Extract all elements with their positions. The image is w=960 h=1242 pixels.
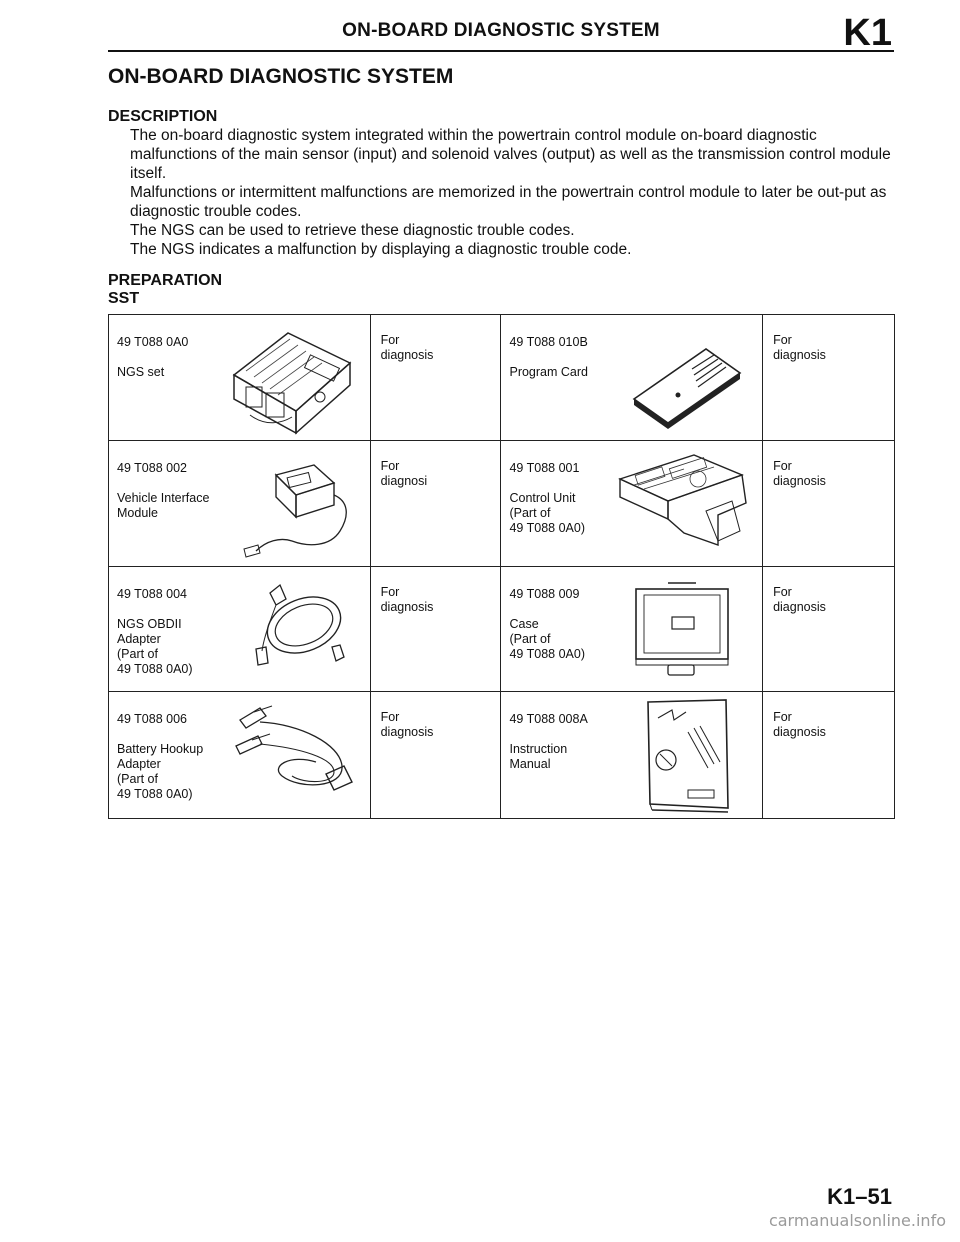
tool-name: 49 T088 0A0)	[117, 787, 193, 801]
tool-number: 49 T088 004	[117, 587, 187, 601]
tool-name: Module	[117, 506, 158, 520]
preparation-heading	[108, 272, 222, 308]
tool-use-cell	[370, 441, 501, 567]
use-label: For	[773, 333, 792, 347]
tool-use-cell	[370, 567, 501, 692]
page-header	[108, 14, 894, 52]
tool-name: Vehicle Interface	[117, 491, 210, 505]
tool-number: 49 T088 002	[117, 461, 187, 475]
use-label: For	[380, 710, 400, 724]
tool-name: 49 T088 0A0)	[509, 521, 586, 535]
interface-module-icon	[236, 455, 356, 559]
use-label: diagnosis	[380, 725, 434, 739]
tool-name: (Part of	[509, 506, 551, 520]
table-row	[109, 315, 895, 441]
sst-subheading: SST	[108, 290, 140, 307]
header-title: ON-BOARD DIAGNOSTIC SYSTEM	[342, 20, 660, 41]
tool-name: Manual	[509, 757, 551, 771]
tool-use-cell	[763, 567, 895, 692]
tool-name: (Part of	[117, 647, 158, 661]
tool-name: 49 T088 0A0)	[117, 662, 193, 676]
tool-use-cell	[763, 441, 895, 567]
table-row	[109, 441, 895, 567]
tool-cell	[109, 692, 371, 819]
use-label: diagnosi	[380, 474, 428, 488]
obd-adapter-cable-icon	[240, 577, 350, 683]
use-label: diagnosis	[773, 348, 826, 362]
table-row	[109, 567, 895, 692]
tool-name: Case	[509, 617, 539, 631]
tool-use-cell	[370, 315, 501, 441]
control-unit-icon	[614, 449, 754, 557]
use-label: diagnosis	[773, 474, 826, 488]
description-paragraph: The NGS indicates a malfunction by displaying a diagnostic trouble code.	[130, 241, 632, 258]
tool-name: Adapter	[117, 632, 161, 646]
tool-name: Battery Hookup	[117, 742, 204, 756]
use-label: diagnosis	[773, 725, 826, 739]
tool-cell	[501, 441, 763, 567]
description-paragraph: The on-board diagnostic system integrated within the powertrain control module on-board diagnostic malfunctions of the main sensor (input) and solenoid valves (output) as well as the transmission control module itself.	[130, 127, 891, 182]
tool-number: 49 T088 009	[509, 587, 580, 601]
tool-name: NGS OBDII	[117, 617, 182, 631]
tool-name: 49 T088 0A0)	[509, 647, 586, 661]
description-heading: DESCRIPTION	[108, 108, 218, 125]
use-label: For	[773, 710, 792, 724]
use-label: For	[773, 585, 792, 599]
use-label: For	[380, 585, 400, 599]
battery-clamp-cable-icon	[230, 704, 360, 808]
table-row	[109, 692, 895, 819]
description-body	[130, 126, 900, 259]
tool-name: Adapter	[117, 757, 161, 771]
tool-name: NGS set	[117, 365, 165, 379]
sst-table	[108, 314, 895, 819]
tool-number: 49 T088 001	[509, 461, 580, 475]
use-label: For	[380, 333, 400, 347]
watermark: carmanualsonline.info	[768, 1211, 946, 1230]
tool-number: 49 T088 006	[117, 712, 187, 726]
program-card-icon	[628, 329, 748, 439]
description-paragraph: Malfunctions or intermittent malfunctions are memorized in the powertrain control module to later be out-put as diagnostic trouble codes.	[130, 184, 887, 220]
tool-cell	[501, 567, 763, 692]
ngs-set-case-icon	[226, 323, 356, 441]
tool-name: Program Card	[509, 365, 588, 379]
use-label: For	[773, 459, 792, 473]
tool-number: 49 T088 0A0	[117, 335, 189, 349]
preparation-title: PREPARATION	[108, 272, 223, 289]
tool-name: Control Unit	[509, 491, 576, 505]
header-section-code: K1	[843, 12, 892, 54]
tool-cell	[109, 441, 371, 567]
tool-use-cell	[763, 315, 895, 441]
use-label: diagnosis	[380, 348, 434, 362]
section-title: ON-BOARD DIAGNOSTIC SYSTEM	[108, 65, 454, 88]
tool-cell	[501, 315, 763, 441]
tool-cell	[109, 315, 371, 441]
use-label: For	[380, 459, 400, 473]
manual-icon	[628, 696, 738, 814]
tool-cell	[109, 567, 371, 692]
use-label: diagnosis	[380, 600, 434, 614]
description-paragraph: The NGS can be used to retrieve these diagnostic trouble codes.	[130, 222, 575, 239]
tool-number: 49 T088 008A	[509, 712, 588, 726]
tool-cell	[501, 692, 763, 819]
tool-use-cell	[763, 692, 895, 819]
tool-number: 49 T088 010B	[509, 335, 588, 349]
use-label: diagnosis	[773, 600, 826, 614]
case-icon	[628, 575, 738, 683]
tool-name: (Part of	[509, 632, 551, 646]
tool-name: Instruction	[509, 742, 568, 756]
tool-name: (Part of	[117, 772, 158, 786]
page-number: K1–51	[827, 1184, 892, 1209]
tool-use-cell	[370, 692, 501, 819]
